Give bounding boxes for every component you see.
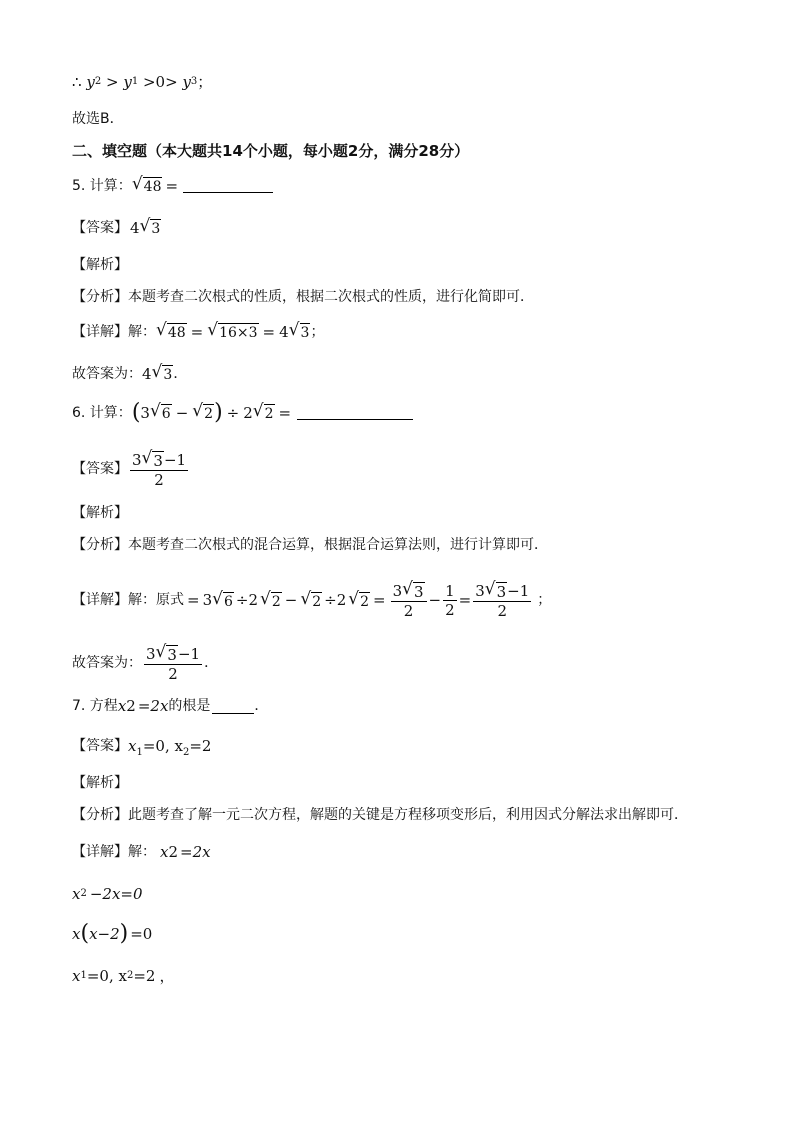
coef: 3 xyxy=(475,581,485,600)
equals: = xyxy=(373,591,386,609)
radicand: 2 xyxy=(204,406,214,422)
numerator xyxy=(391,580,427,602)
sub: 1 xyxy=(136,747,143,758)
fraction xyxy=(443,582,457,619)
sqrt: √ 3 xyxy=(484,579,507,601)
question-label: 7. 方程 xyxy=(72,698,118,714)
paren-left: ( xyxy=(80,921,90,946)
answer-tag: 【答案】 xyxy=(72,219,128,236)
sqrt: √ 48 xyxy=(156,320,186,341)
sqrt: √ 6 xyxy=(149,401,171,422)
detail-tag: 【详解】解：原式 xyxy=(72,592,184,608)
divide: ÷2 xyxy=(235,591,259,609)
radicand: 48 xyxy=(143,179,162,195)
minus: − xyxy=(284,591,298,609)
numerator xyxy=(130,449,188,471)
expr: =0, x xyxy=(86,967,127,985)
answer-blank xyxy=(297,405,413,420)
radicand: 2 xyxy=(360,593,370,610)
radicand: 48 xyxy=(167,325,186,341)
minus: − xyxy=(175,403,189,422)
fraction xyxy=(144,643,202,683)
denominator: 2 xyxy=(403,602,414,620)
gt: > xyxy=(105,73,119,91)
equals: = xyxy=(458,591,472,609)
radicand: 2 xyxy=(264,406,274,422)
coef: 4 xyxy=(279,322,289,341)
q7-step1: x 2 −2x=0 xyxy=(72,885,143,903)
fraction xyxy=(130,449,188,489)
paren-left: ( xyxy=(131,399,141,425)
answer-blank xyxy=(212,699,254,714)
sqrt: √ 3 xyxy=(151,362,173,383)
q5-fenxi: 【分析】本题考查二次根式的性质，根据二次根式的性质，进行化简即可． xyxy=(72,289,534,305)
numerator xyxy=(473,580,531,602)
denominator: 2 xyxy=(154,471,164,489)
radicand: 3 xyxy=(496,583,507,601)
question-label: 5. 计算： xyxy=(72,177,132,194)
coef: 4 xyxy=(130,218,140,237)
detail-tag: 【详解】解： xyxy=(72,323,156,340)
radicand: 3 xyxy=(153,452,163,470)
var-x: x xyxy=(72,967,81,985)
coef: 2 xyxy=(243,403,253,422)
sqrt: √ 3 xyxy=(288,320,310,341)
var-x: x xyxy=(72,885,81,903)
q7-step2 xyxy=(72,921,153,946)
choose-line: 故选B． xyxy=(72,111,124,127)
q6-answer xyxy=(72,449,190,489)
radicand: 3 xyxy=(151,221,161,237)
sqrt: √ 6 xyxy=(212,588,233,610)
answer-tag: 【答案】 xyxy=(72,461,128,477)
sqrt: √ 2 xyxy=(300,588,322,610)
sqrt: √ 48 xyxy=(131,174,162,195)
fraction xyxy=(473,580,531,620)
q5-final xyxy=(72,363,187,384)
paren-right: ) xyxy=(214,399,223,425)
punct: ； xyxy=(310,323,325,340)
q7-jiexi: 【解析】 xyxy=(72,775,128,791)
rhs: =2x xyxy=(180,843,211,861)
q6-fenxi: 【分析】本题考查二次根式的混合运算，根据混合运算法则，进行计算即可． xyxy=(72,537,548,553)
var-x: x xyxy=(128,737,137,755)
radicand: 2 xyxy=(271,593,281,610)
var-x: x xyxy=(160,843,169,861)
sqrt: √ 2 xyxy=(252,401,274,422)
coef: 3 xyxy=(132,450,142,469)
punct: ． xyxy=(254,698,269,714)
detail-tag: 【详解】解： xyxy=(72,844,156,860)
q6-jiexi: 【解析】 xyxy=(72,505,128,521)
q7-answer xyxy=(72,736,211,756)
sqrt: √ 3 xyxy=(139,216,161,237)
punct: ． xyxy=(204,655,219,671)
question-6 xyxy=(72,399,413,425)
denominator: 2 xyxy=(168,665,178,683)
tail: −1 xyxy=(507,581,530,600)
q7-step3: x 1 =0, x 2 =2 ， xyxy=(72,967,175,985)
denominator: 2 xyxy=(497,602,508,620)
coef: 3 xyxy=(146,644,156,663)
minus: − xyxy=(428,591,442,609)
var-x: x xyxy=(72,925,81,943)
tail: −1 xyxy=(163,450,187,469)
question-5 xyxy=(72,175,273,196)
expr: =0 xyxy=(130,925,153,943)
sqrt: √ 16×3 xyxy=(207,320,258,341)
q6-final xyxy=(72,643,218,683)
equals: = xyxy=(165,176,179,195)
divide: ÷ xyxy=(226,403,240,422)
section-heading: 二、填空题（本大题共14个小题，每小题2分，满分28分） xyxy=(72,142,470,160)
expr: x−2 xyxy=(89,925,120,943)
radicand: 2 xyxy=(312,593,322,610)
sqrt: √ 2 xyxy=(260,588,281,610)
radicand: 3 xyxy=(300,325,310,341)
conclusion-line: ∴ y 2 > y 1 >0> y 3 ； xyxy=(72,73,213,91)
q5-answer xyxy=(72,217,161,238)
numerator xyxy=(144,643,202,665)
coef: 3 xyxy=(140,403,150,422)
coef: 3 xyxy=(202,591,213,609)
equals: = xyxy=(190,322,204,341)
radicand: 3 xyxy=(163,367,173,383)
var-y: y xyxy=(86,73,95,91)
question-tail: 的根是 xyxy=(168,698,211,714)
q5-jiexi: 【解析】 xyxy=(72,257,128,273)
q7-detail: 【详解】解： x 2 =2x xyxy=(72,843,211,861)
paren-right: ) xyxy=(119,921,129,946)
punct: ； xyxy=(197,73,213,91)
equals: = xyxy=(278,403,292,422)
expr: =2 xyxy=(189,737,212,755)
sqrt: √ 3 xyxy=(141,448,163,470)
radicand: 3 xyxy=(167,646,177,664)
radicand: 16×3 xyxy=(219,325,258,341)
radicand: 6 xyxy=(161,406,171,422)
var-y: y xyxy=(182,73,191,91)
sqrt: √ 3 xyxy=(402,579,424,601)
therefore-symbol: ∴ xyxy=(72,73,82,91)
answer-blank xyxy=(183,178,273,193)
punct: ， xyxy=(159,967,175,985)
sqrt: √ 3 xyxy=(155,642,177,664)
expr: =2 xyxy=(133,967,156,985)
answer-expr xyxy=(128,736,211,756)
final-text: 故答案为： xyxy=(72,655,142,671)
sqrt: √ 2 xyxy=(348,588,370,610)
tail: −1 xyxy=(177,644,201,663)
q7-fenxi: 【分析】此题考查了解一元二次方程，解题的关键是方程移项变形后，利用因式分解法求出解即可． xyxy=(72,807,688,823)
equals: = xyxy=(262,322,276,341)
divide: ÷2 xyxy=(324,591,347,609)
radicand: 3 xyxy=(413,583,424,601)
fraction xyxy=(391,580,427,620)
var-y: y xyxy=(123,73,132,91)
sub: 2 xyxy=(182,747,190,758)
rhs: =2x xyxy=(137,697,169,715)
radicand: 6 xyxy=(223,593,233,610)
denominator: 2 xyxy=(445,600,455,619)
gt-zero-gt: >0> xyxy=(142,73,178,91)
punct: ； xyxy=(537,592,552,608)
sqrt: √ 2 xyxy=(192,401,214,422)
answer-tag: 【答案】 xyxy=(72,738,128,754)
var-x: x xyxy=(117,697,127,715)
q5-detail xyxy=(72,321,324,342)
numerator: 1 xyxy=(445,581,455,600)
punct: ． xyxy=(173,365,188,382)
q6-detail xyxy=(72,580,551,620)
question-7: 7. 方程 x 2 =2x 的根是 ． xyxy=(72,697,269,715)
question-label: 6. 计算： xyxy=(72,404,132,421)
expr: −2x=0 xyxy=(89,885,143,903)
coef: 4 xyxy=(142,364,152,383)
equals: = xyxy=(187,591,200,609)
expr: =0, x xyxy=(142,737,183,755)
coef: 3 xyxy=(392,581,403,600)
final-text: 故答案为： xyxy=(72,365,142,382)
